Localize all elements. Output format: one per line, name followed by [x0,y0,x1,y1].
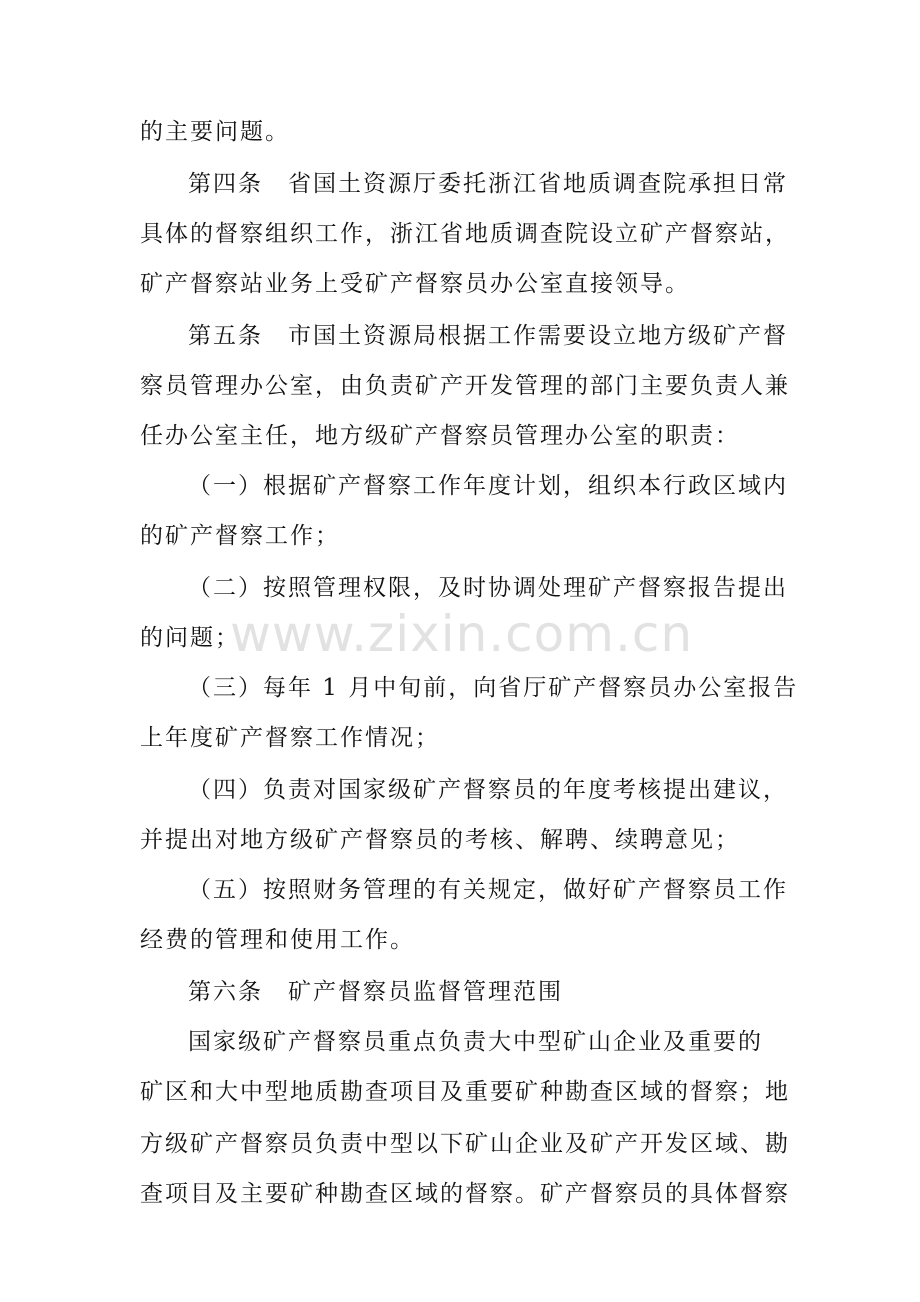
text-line: 矿区和大中型地质勘查项目及重要矿种勘查区域的督察；地 [140,1079,790,1105]
list-item-line: （四）负责对国家级矿产督察员的年度考核提出建议， [188,777,788,803]
list-item-line: （五）按照财务管理的有关规定，做好矿产督察员工作 [188,877,788,903]
list-item-line: （三）每年 1 月中旬前，向省厅矿产督察员办公室报告 [188,675,799,701]
text-line: 的问题； [140,625,240,651]
text-line: 察员管理办公室，由负责矿产开发管理的部门主要负责人兼 [140,373,790,399]
text-line: 矿产督察站业务上受矿产督察员办公室直接领导。 [140,271,690,297]
text-line: 方级矿产督察员负责中型以下矿山企业及矿产开发区域、勘 [140,1131,790,1157]
text-line: 上年度矿产督察工作情况； [140,725,440,751]
text-line: 经费的管理和使用工作。 [140,927,415,953]
watermark: www.zixin.com.cn [230,605,694,663]
text-line: 国家级矿产督察员重点负责大中型矿山企业及重要的 [188,1029,763,1055]
article-heading-line: 第六条 矿产督察员监督管理范围 [188,979,563,1005]
text-line: 的矿产督察工作； [140,523,340,549]
article-heading-line: 第四条 省国土资源厅委托浙江省地质调查院承担日常 [188,171,788,197]
text-line: 任办公室主任，地方级矿产督察员管理办公室的职责： [140,423,740,449]
article-heading-line: 第五条 市国土资源局根据工作需要设立地方级矿产督 [188,323,788,349]
text-line: 具体的督察组织工作，浙江省地质调查院设立矿产督察站， [140,221,790,247]
list-item-line: （二）按照管理权限，及时协调处理矿产督察报告提出 [188,575,788,601]
text-line: 的主要问题。 [140,119,290,145]
list-item-line: （一）根据矿产督察工作年度计划，组织本行政区域内 [188,473,788,499]
text-line: 查项目及主要矿种勘查区域的督察。矿产督察员的具体督察 [140,1181,790,1207]
text-line: 并提出对地方级矿产督察员的考核、解聘、续聘意见； [140,827,740,853]
